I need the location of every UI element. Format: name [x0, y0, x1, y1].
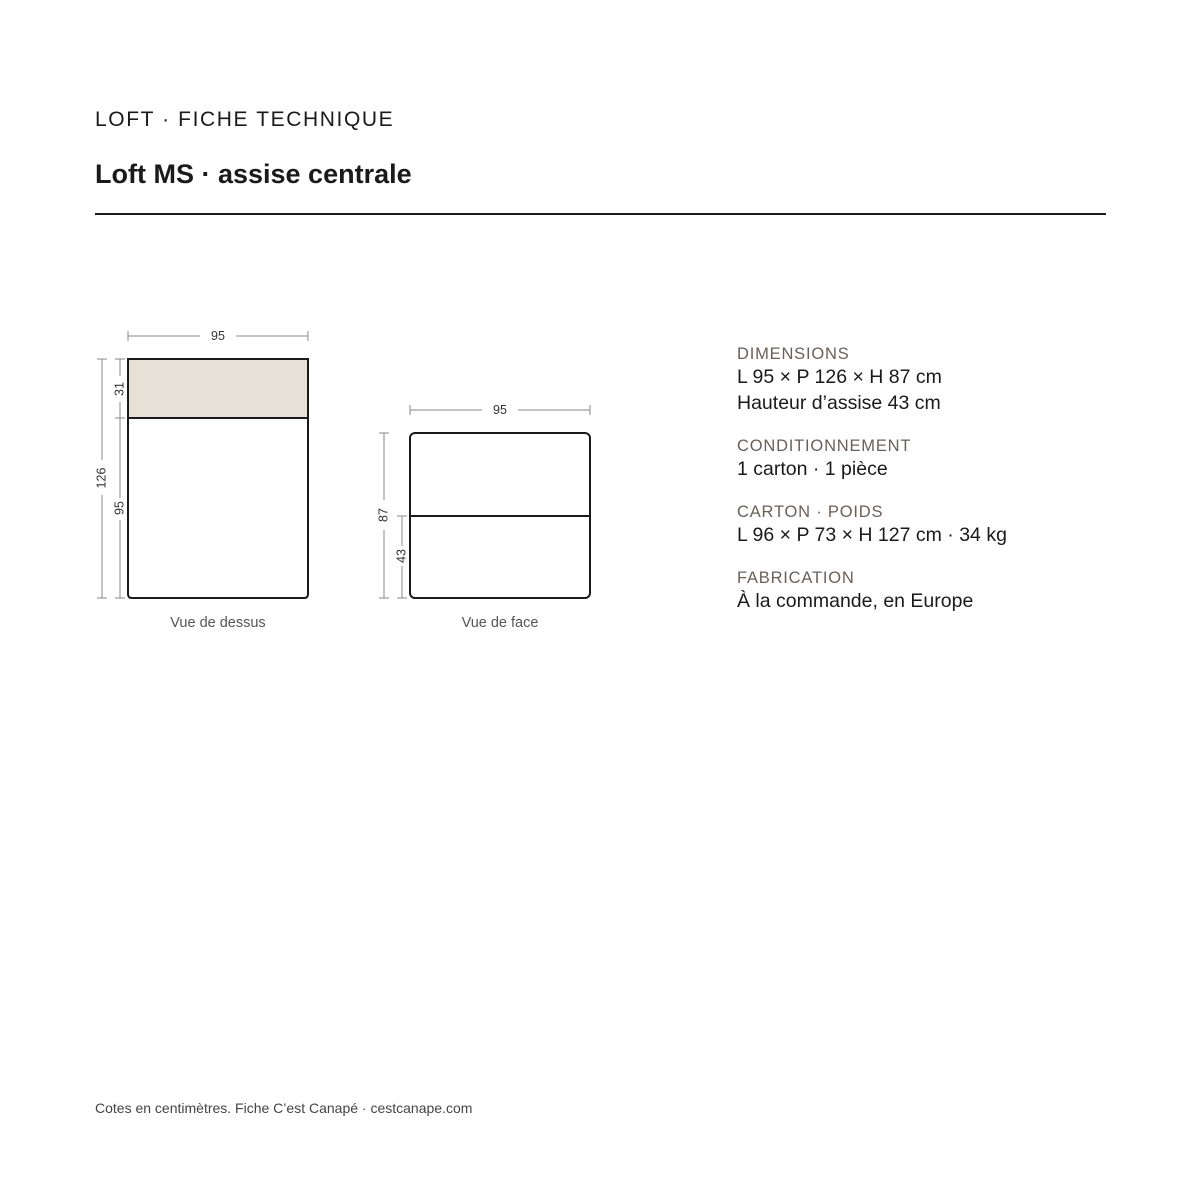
top-view-depth-label: 126: [94, 467, 109, 489]
spec-value: À la commande, en Europe: [737, 590, 974, 612]
spec-manufacturing: [737, 568, 1157, 614]
top-view-back-cushion: [128, 359, 308, 418]
top-view-caption: Vue de dessus: [170, 615, 266, 631]
spec-value: L 96 × P 73 × H 127 cm · 34 kg: [737, 524, 1007, 546]
spec-list: [737, 344, 1157, 634]
document-eyebrow: LOFT · FICHE TECHNIQUE: [95, 108, 395, 131]
front-view-height-label: 87: [376, 508, 391, 522]
spec-packaging: [737, 436, 1157, 482]
spec-label: CARTON · POIDS: [737, 503, 884, 521]
front-view: [376, 403, 590, 631]
front-view-caption: Vue de face: [461, 615, 539, 631]
top-view-back-depth-label: 31: [112, 382, 127, 396]
front-view-seat-height-label: 43: [394, 549, 409, 563]
top-view-width-label: 95: [211, 329, 225, 343]
spec-label: CONDITIONNEMENT: [737, 437, 912, 455]
spec-value: Hauteur d’assise 43 cm: [737, 392, 941, 414]
spec-value: 1 carton · 1 pièce: [737, 458, 888, 480]
document-title: Loft MS · assise centrale: [95, 159, 412, 189]
top-view-seat-depth-label: 95: [112, 501, 127, 515]
top-view: [94, 329, 308, 631]
front-view-width-label: 95: [493, 403, 507, 417]
top-view-seat: [128, 418, 308, 598]
footer-note: Cotes en centimètres. Fiche C’est Canapé · cestcanape.com: [95, 1100, 473, 1116]
spec-label: DIMENSIONS: [737, 345, 850, 363]
spec-value: L 95 × P 126 × H 87 cm: [737, 366, 942, 388]
spec-dimensions: [737, 344, 1157, 416]
spec-carton-weight: [737, 502, 1157, 548]
spec-label: FABRICATION: [737, 569, 855, 587]
